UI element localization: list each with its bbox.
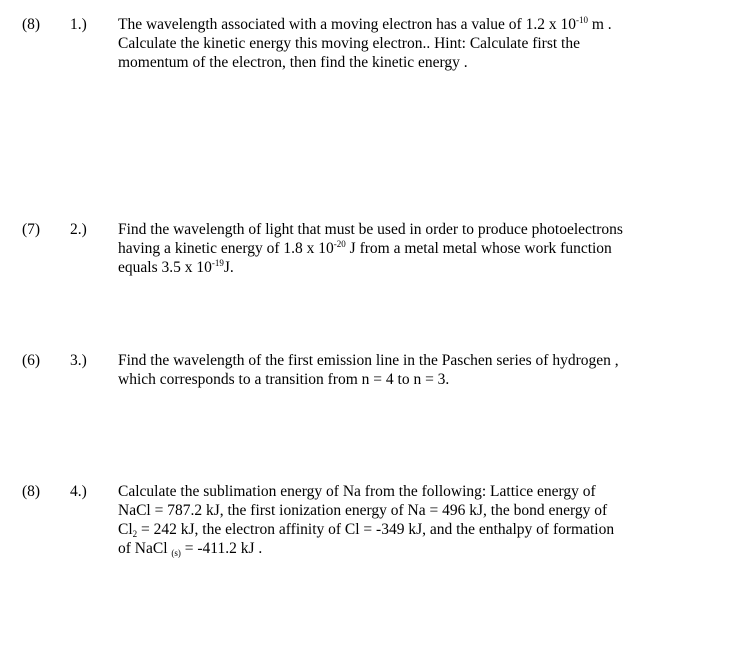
question-text [118,15,678,72]
question-text [118,351,678,389]
question-line: Calculate the kinetic energy this moving electron.. Hint: Calculate first the [118,35,580,52]
question-line: Find the wavelength of light that must be used in order to produce photoelectrons [118,221,623,238]
superscript: -19 [211,258,224,268]
superscript: -10 [575,15,588,25]
question-points: (8) [22,16,41,33]
question-points: (7) [22,221,41,238]
question-number: 3.) [70,352,87,369]
question-line: $Cl_2 = 242$ kJ, the electron affinity of Cl = -349 kJ, and the enthalpy of formation [118,521,615,539]
question-number: 1.) [70,16,87,33]
question-line: which corresponds to a transition from n = 4 to n = 3. [118,371,450,388]
question-line: The wavelength associated with a moving electron has a value of 1.2 x $10^{-10}$ m . [118,15,612,33]
question-line: Find the wavelength of the first emission line in the Paschen series of hydrogen , [118,352,619,369]
question-number: 2.) [70,221,87,238]
question-number: 4.) [70,483,87,500]
question-line: momentum of the electron, then find the kinetic energy . [118,54,468,71]
question-line: Calculate the sublimation energy of Na from the following: Lattice energy of [118,483,596,500]
question-text [118,220,678,277]
question-line: equals 3.5 x $10^{-19}J$. [118,258,234,276]
subscript: (s) [171,548,181,558]
question-points: (8) [22,483,41,500]
question-line: of NaCl $_{(s)}$ = -411.2 kJ . [118,540,263,558]
question-line: having a kinetic energy of 1.8 x $10^{-20}$ J from a metal metal whose work function [118,239,612,257]
question-points: (6) [22,352,41,369]
superscript: -20 [333,239,346,249]
subscript: 2 [132,529,138,539]
question-line: NaCl = 787.2 kJ, the first ionization energy of Na = 496 kJ, the bond energy of [118,502,608,519]
question-text [118,482,678,558]
